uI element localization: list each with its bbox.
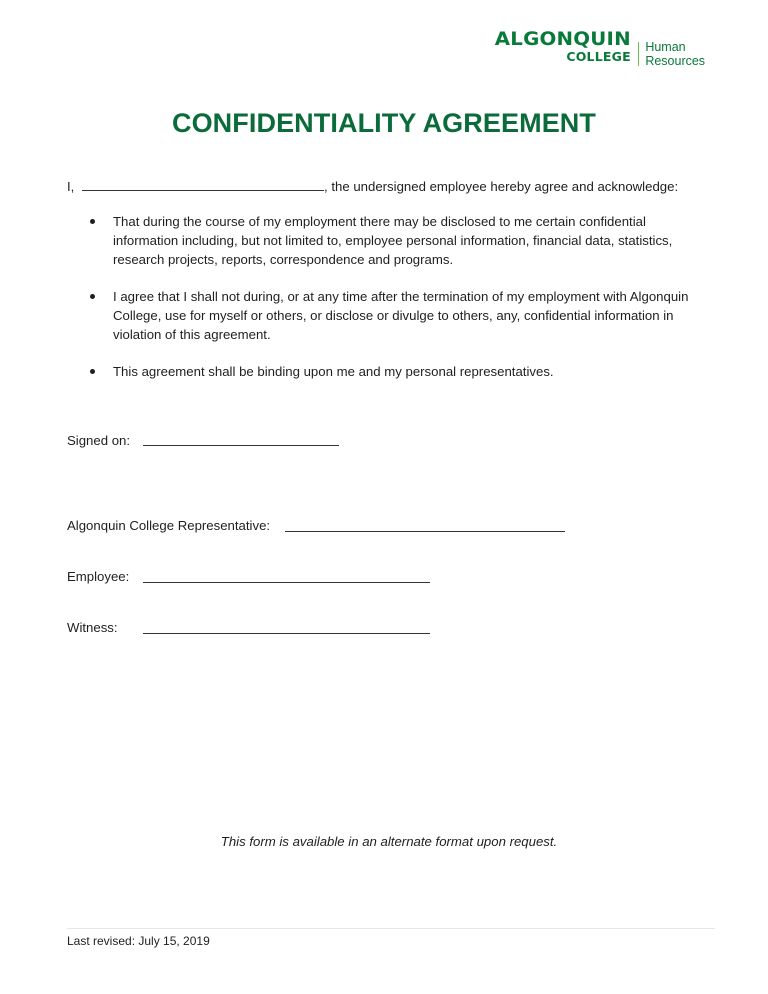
intro-prefix: I,: [67, 179, 75, 194]
bullet-icon: [90, 369, 95, 374]
alternate-format-note: This form is available in an alternate format upon request.: [220, 834, 558, 849]
logo-dept-line2: Resources: [645, 54, 706, 68]
logo-divider: [638, 42, 640, 66]
representative-signature-field[interactable]: [285, 531, 565, 532]
representative-label: Algonquin College Representative:: [67, 518, 271, 533]
agreement-term-item: [67, 362, 707, 381]
agreement-term-text: That during the course of my employment there may be disclosed to me certain confidential information including, but not limited to, employee personal information, financial data, statistics, research projects, reports, correspondence and programs.: [113, 214, 673, 267]
employee-name-field[interactable]: [82, 178, 324, 191]
logo-wordmark: [494, 28, 631, 64]
intro-line: [67, 177, 678, 196]
witness-signature-field[interactable]: [143, 633, 430, 634]
logo-department: [645, 40, 705, 68]
page-title: CONFIDENTIALITY AGREEMENT: [171, 108, 596, 138]
logo-main-text: ALGONQUIN: [494, 28, 631, 50]
logo-sub-text: COLLEGE: [566, 49, 631, 64]
employee-label: Employee:: [67, 569, 130, 584]
witness-label: Witness:: [67, 620, 118, 635]
last-revised-footer: Last revised: July 15, 2019: [67, 934, 210, 948]
agreement-terms-list: [67, 212, 707, 399]
intro-suffix: , the undersigned employee hereby agree and acknowledge:: [324, 179, 679, 194]
signed-on-field[interactable]: [143, 445, 339, 446]
bullet-icon: [90, 294, 95, 299]
bullet-icon: [90, 219, 95, 224]
algonquin-hr-logo: [494, 28, 706, 70]
agreement-term-item: [67, 212, 707, 269]
signed-on-label: Signed on:: [67, 433, 131, 448]
agreement-term-text: I agree that I shall not during, or at any time after the termination of my employment with Algonquin College, use for myself or others, or disclose or divulge to others, any, confidential information in violation of this agreement.: [113, 289, 689, 342]
footer-divider: [67, 928, 715, 929]
agreement-term-item: [67, 287, 707, 344]
employee-signature-field[interactable]: [143, 582, 430, 583]
agreement-term-text: This agreement shall be binding upon me and my personal representatives.: [113, 364, 554, 379]
logo-dept-line1: Human: [645, 40, 686, 54]
